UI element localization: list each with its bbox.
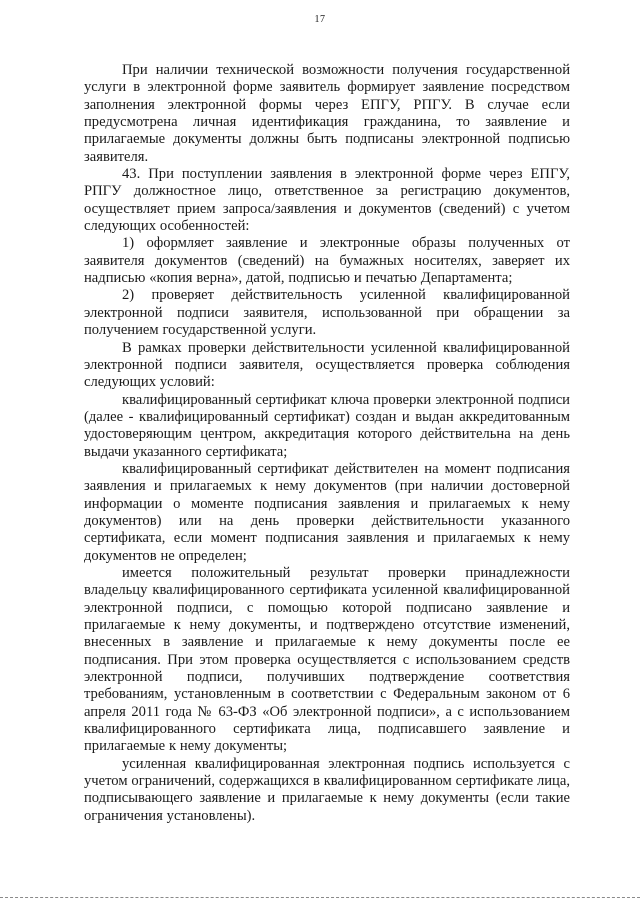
list-item-2: 2) проверяет действительность усиленной квалифицированной электронной подписи заявителя, использованной при обращении за получением государственной услуги. <box>84 287 570 339</box>
paragraph-electronic-form: При наличии технической возможности получения государственной услуги в электронной форме заявитель формирует заявление посредством заполнения электронной формы через ЕПГУ, РПГУ. В случае если предусмотрена личная идентификация гражданина, то заявление и прилагаемые документы должны быть подписаны электронной подписью заявителя. <box>84 62 570 165</box>
paragraph-43-intro: 43. При поступлении заявления в электронной форме через ЕПГУ, РПГУ должностное лицо, ответственное за регистрацию документов, осуществляет прием запроса/заявления и документов (сведений) с учетом следующих особенностей: <box>84 166 570 235</box>
condition-ownership-verified: имеется положительный результат проверки принадлежности владельцу квалифицированного сертификата усиленной квалифицированной электронной подписи, с помощью которой подписано заявление и прилагаемые к нему документы, и подтверждено отсутствие изменений, внесенных в заявление и прилагаемые к нему документы после ее подписания. При этом проверка осуществляется с использованием средств электронной подписи, получивших подтверждение соответствия требованиям, установленным в соответствии с Федеральным законом от 6 апреля 2011 года № 63-ФЗ «Об электронной подписи», а с использованием квалифицированного сертификата лица, подписавшего заявление и прилагаемые к нему документы; <box>84 564 570 755</box>
page-number: 17 <box>314 14 326 25</box>
condition-restrictions: усиленная квалифицированная электронная подпись используется с учетом ограничений, содержащихся в квалифицированном сертификате лица, подписывающего заявление и прилагаемые к нему документы (если такие ограничения установлены). <box>84 755 570 824</box>
condition-certificate-valid: квалифицированный сертификат действителен на момент подписания заявления и прилагаемых к нему документов (при наличии достоверной информации о моменте подписания заявления и прилагаемых к нему документов) или на день проверки действительности указанного сертификата, если момент подписания заявления и прилагаемых к нему документов не определен; <box>84 460 570 564</box>
list-item-1: 1) оформляет заявление и электронные образы полученных от заявителя документов (сведений) на бумажных носителях, заверяет их надписью «копия верна», датой, подписью и печатью Департамента; <box>84 235 570 287</box>
document-body <box>84 62 570 825</box>
scan-bottom-edge <box>0 897 640 898</box>
condition-certificate-issued: квалифицированный сертификат ключа проверки электронной подписи (далее - квалифицированный сертификат) создан и выдан аккредитованным удостоверяющим центром, аккредитация которого действительна на день выдачи указанного сертификата; <box>84 391 570 460</box>
paragraph-verification-conditions: В рамках проверки действительности усиленной квалифицированной электронной подписи заявителя, осуществляется проверка соблюдения следующих условий: <box>84 339 570 391</box>
